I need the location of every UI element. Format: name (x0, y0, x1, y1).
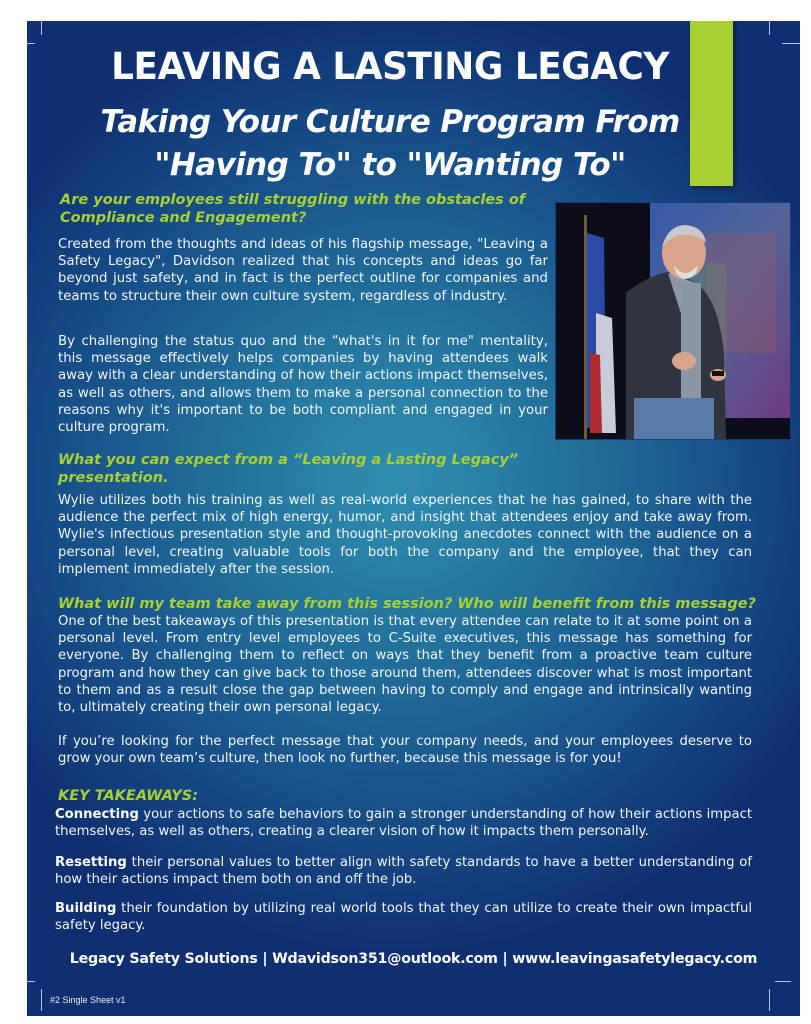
key-takeaway-item (55, 900, 752, 934)
key-takeaway-text: their foundation by utilizing real world tools that they can utilize to create their own impactful safety legacy. (55, 901, 752, 934)
speaker-photo (555, 202, 791, 440)
key-takeaway-lead: Connecting (55, 807, 139, 822)
crop-mark (27, 43, 35, 44)
flyer-page (27, 21, 800, 1016)
section-paragraph: Created from the thoughts and ideas of his flagship message, "Leaving a Safety Legacy", Davidson realized that his concepts and ideas go far beyond just safety, and in fact is the perfect outline for companies and teams to structure their own culture system, regardless of industry. (58, 237, 548, 304)
key-takeaway-text: their personal values to better align with safety standards to have a better understanding of how their actions impact them both on and off the job. (55, 855, 752, 888)
speaker-photo-illustration (556, 203, 790, 439)
footer-email[interactable]: Wdavidson351@outlook.com (272, 951, 498, 967)
section-heading-expectations: What you can expect from a “Leaving a Lasting Legacy” presentation. (58, 452, 519, 486)
crop-mark (41, 989, 42, 1011)
footer-separator: | (497, 951, 513, 967)
section-paragraph: Wylie utilizes both his training as well as real-world experiences that he has gained, to share with the audience the perfect mix of high energy, humor, and insight that attendees enjoy and take away from. Wylie's infectious presentation style and thought-provoking anecdotes connect with the audience on a personal level, creating valuable tools for both the company and the employee, that they can implement immediately after the session. (58, 493, 752, 577)
key-takeaway-lead: Resetting (55, 855, 127, 870)
crop-mark (775, 981, 791, 982)
page-subtitle (27, 101, 753, 187)
crop-mark (769, 21, 770, 35)
crop-mark (41, 21, 42, 35)
key-takeaway-lead: Building (55, 901, 117, 916)
page-title: LEAVING A LASTING LEGACY (111, 45, 669, 88)
footer-separator: | (257, 951, 273, 967)
footer-company: Legacy Safety Solutions (69, 951, 258, 967)
sheet-version-label: #2 Single Sheet v1 (50, 995, 126, 1005)
section-paragraph: By challenging the status quo and the “what's in it for me" mentality, this message effectively helps companies by having attendees walk away with a clear understanding of how their actions impact themselves, as well as others, and allows them to make a personal connection to the reasons why it's important to be both compliant and engaged in your culture program. (58, 334, 548, 436)
subtitle-line-1: Taking Your Culture Program From (100, 104, 680, 140)
section-heading-takeaway: What will my team take away from this session? Who will benefit from this message? (58, 596, 756, 612)
section-paragraph: One of the best takeaways of this presentation is that every attendee can relate to it at some point on a personal level. From entry level employees to C-Suite executives, this message has something for everyone. By challenging them to reflect on ways that they benefit from a proactive team culture program and how they can give back to those around them, attendees discover what is most important to them and as a result close the gap between having to comply and engage and intrinsically wanting to, ultimately creating their own personal legacy. (58, 614, 752, 716)
key-takeaway-item (55, 854, 752, 888)
section-heading-compliance: Are your employees still struggling with the obstacles of Compliance and Engagement? (60, 192, 526, 226)
key-takeaways-heading: KEY TAKEAWAYS: (58, 788, 199, 804)
crop-mark (782, 43, 800, 44)
crop-mark (769, 989, 770, 1011)
subtitle-line-2: "Having To" to "Wanting To" (154, 147, 626, 183)
footer-website[interactable]: www.leavingasafetylegacy.com (512, 951, 758, 967)
key-takeaway-item (55, 806, 752, 840)
crop-mark (27, 981, 35, 982)
section-paragraph: If you’re looking for the perfect message that your company needs, and your employees deserve to grow your own team’s culture, then look no further, because this message is for you! (58, 734, 752, 767)
key-takeaway-text: your actions to safe behaviors to gain a stronger understanding of how their actions impact themselves, as well as others, creating a clearer vision of how it impacts them personally. (55, 807, 752, 840)
contact-footer (27, 951, 800, 967)
